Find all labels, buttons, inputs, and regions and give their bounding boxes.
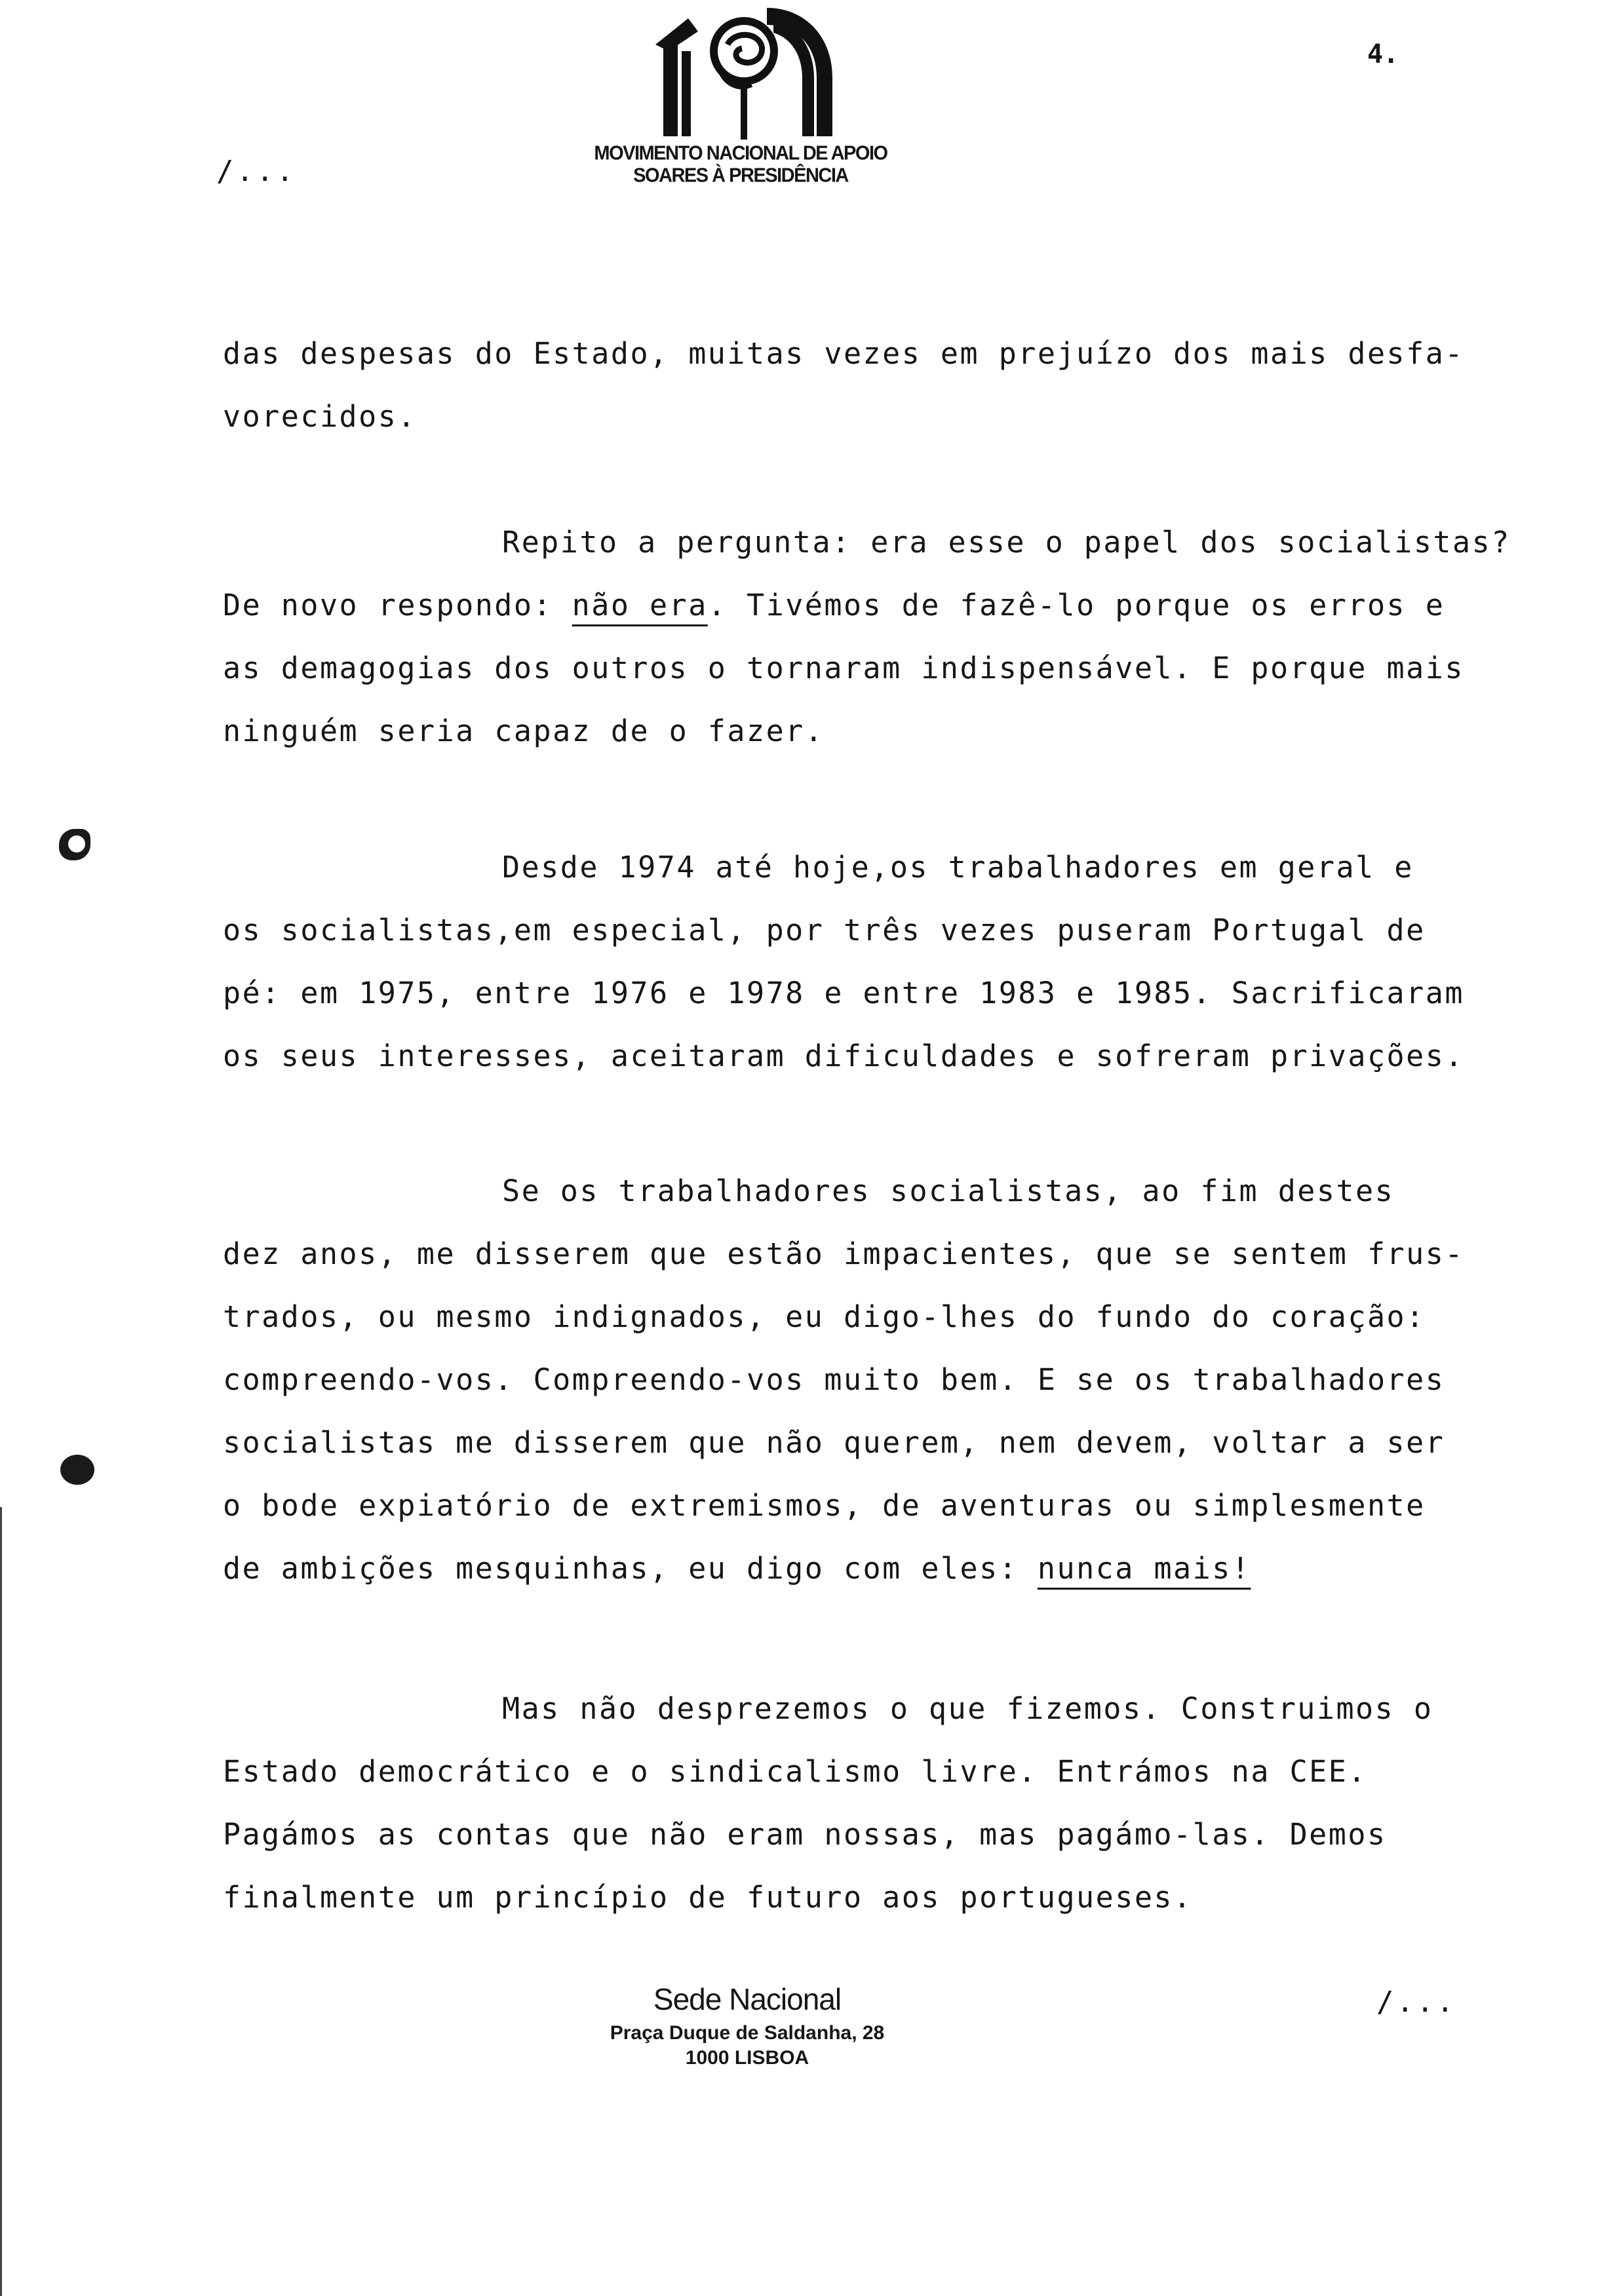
paragraph	[223, 836, 1521, 1088]
punch-hole-mark	[59, 829, 90, 860]
text-line: finalmente um princípio de futuro aos portugueses.	[223, 1880, 1193, 1915]
text-segment: De novo respondo:	[223, 588, 572, 622]
continuation-marker-top: /...	[216, 155, 296, 188]
paragraph	[223, 1677, 1521, 1929]
campaign-logo	[593, 5, 888, 195]
continuation-marker-bottom: /...	[1376, 1985, 1456, 2019]
text-line: compreendo-vos. Compreendo-vos muito bem. E se os trabalhadores	[223, 1362, 1445, 1397]
text-segment: . Tivémos de fazê-lo porque os erros e	[707, 588, 1445, 622]
footer-address: Praça Duque de Saldanha, 28	[610, 2022, 885, 2044]
text-line: Mas não desprezemos o que fizemos. Construimos o	[502, 1691, 1433, 1726]
footer-title: Sede Nacional	[653, 1982, 842, 2016]
logo-text-line1: MOVIMENTO NACIONAL DE APOIO	[594, 142, 887, 164]
text-line	[223, 574, 1521, 637]
text-line: socialistas me disserem que não querem, nem devem, voltar a ser	[223, 1425, 1445, 1460]
page-number: 4.	[1367, 39, 1399, 69]
text-line: dez anos, me disserem que estão impacientes, que se sentem frus-	[223, 1236, 1464, 1271]
text-line: Se os trabalhadores socialistas, ao fim destes	[502, 1174, 1395, 1208]
underlined-phrase: nunca mais!	[1037, 1551, 1251, 1586]
text-line: Pagámos as contas que não eram nossas, mas pagámo-las. Demos	[223, 1817, 1387, 1852]
footer-city: 1000 LISBOA	[685, 2047, 809, 2069]
text-line: das despesas do Estado, muitas vezes em prejuízo dos mais desfa-	[223, 336, 1464, 371]
text-line: Desde 1974 até hoje,os trabalhadores em geral e	[502, 850, 1414, 885]
text-line: os seus interesses, aceitaram dificuldades e sofreram privações.	[223, 1039, 1464, 1073]
underlined-phrase: não era	[572, 588, 708, 622]
text-line: as demagogias dos outros o tornaram indispensável. E porque mais	[223, 651, 1464, 685]
paragraph	[223, 322, 1521, 448]
text-line: Estado democrático e o sindicalismo livre. Entrámos na CEE.	[223, 1754, 1367, 1789]
rose-emblem-icon	[636, 5, 846, 143]
text-line: pé: em 1975, entre 1976 e 1978 e entre 1983 e 1985. Sacrificaram	[223, 976, 1464, 1010]
punch-hole-mark	[60, 1455, 94, 1485]
paragraph	[223, 1160, 1521, 1600]
text-line: vorecidos.	[223, 399, 417, 434]
text-line: trados, ou mesmo indignados, eu digo-lhes do fundo do coração:	[223, 1299, 1426, 1334]
text-line: os socialistas,em especial, por três vezes puseram Portugal de	[223, 913, 1426, 947]
paragraph	[223, 511, 1521, 763]
text-line	[223, 1537, 1521, 1600]
text-line: o bode expiatório de extremismos, de aventuras ou simplesmente	[223, 1488, 1426, 1523]
logo-text-line2: SOARES À PRESIDÊNCIA	[633, 164, 848, 187]
text-segment: de ambições mesquinhas, eu digo com eles:	[223, 1551, 1038, 1586]
text-line: Repito a pergunta: era esse o papel dos socialistas?	[502, 525, 1511, 560]
scan-edge-line	[0, 1507, 2, 2296]
text-line: ninguém seria capaz de o fazer.	[223, 714, 825, 748]
